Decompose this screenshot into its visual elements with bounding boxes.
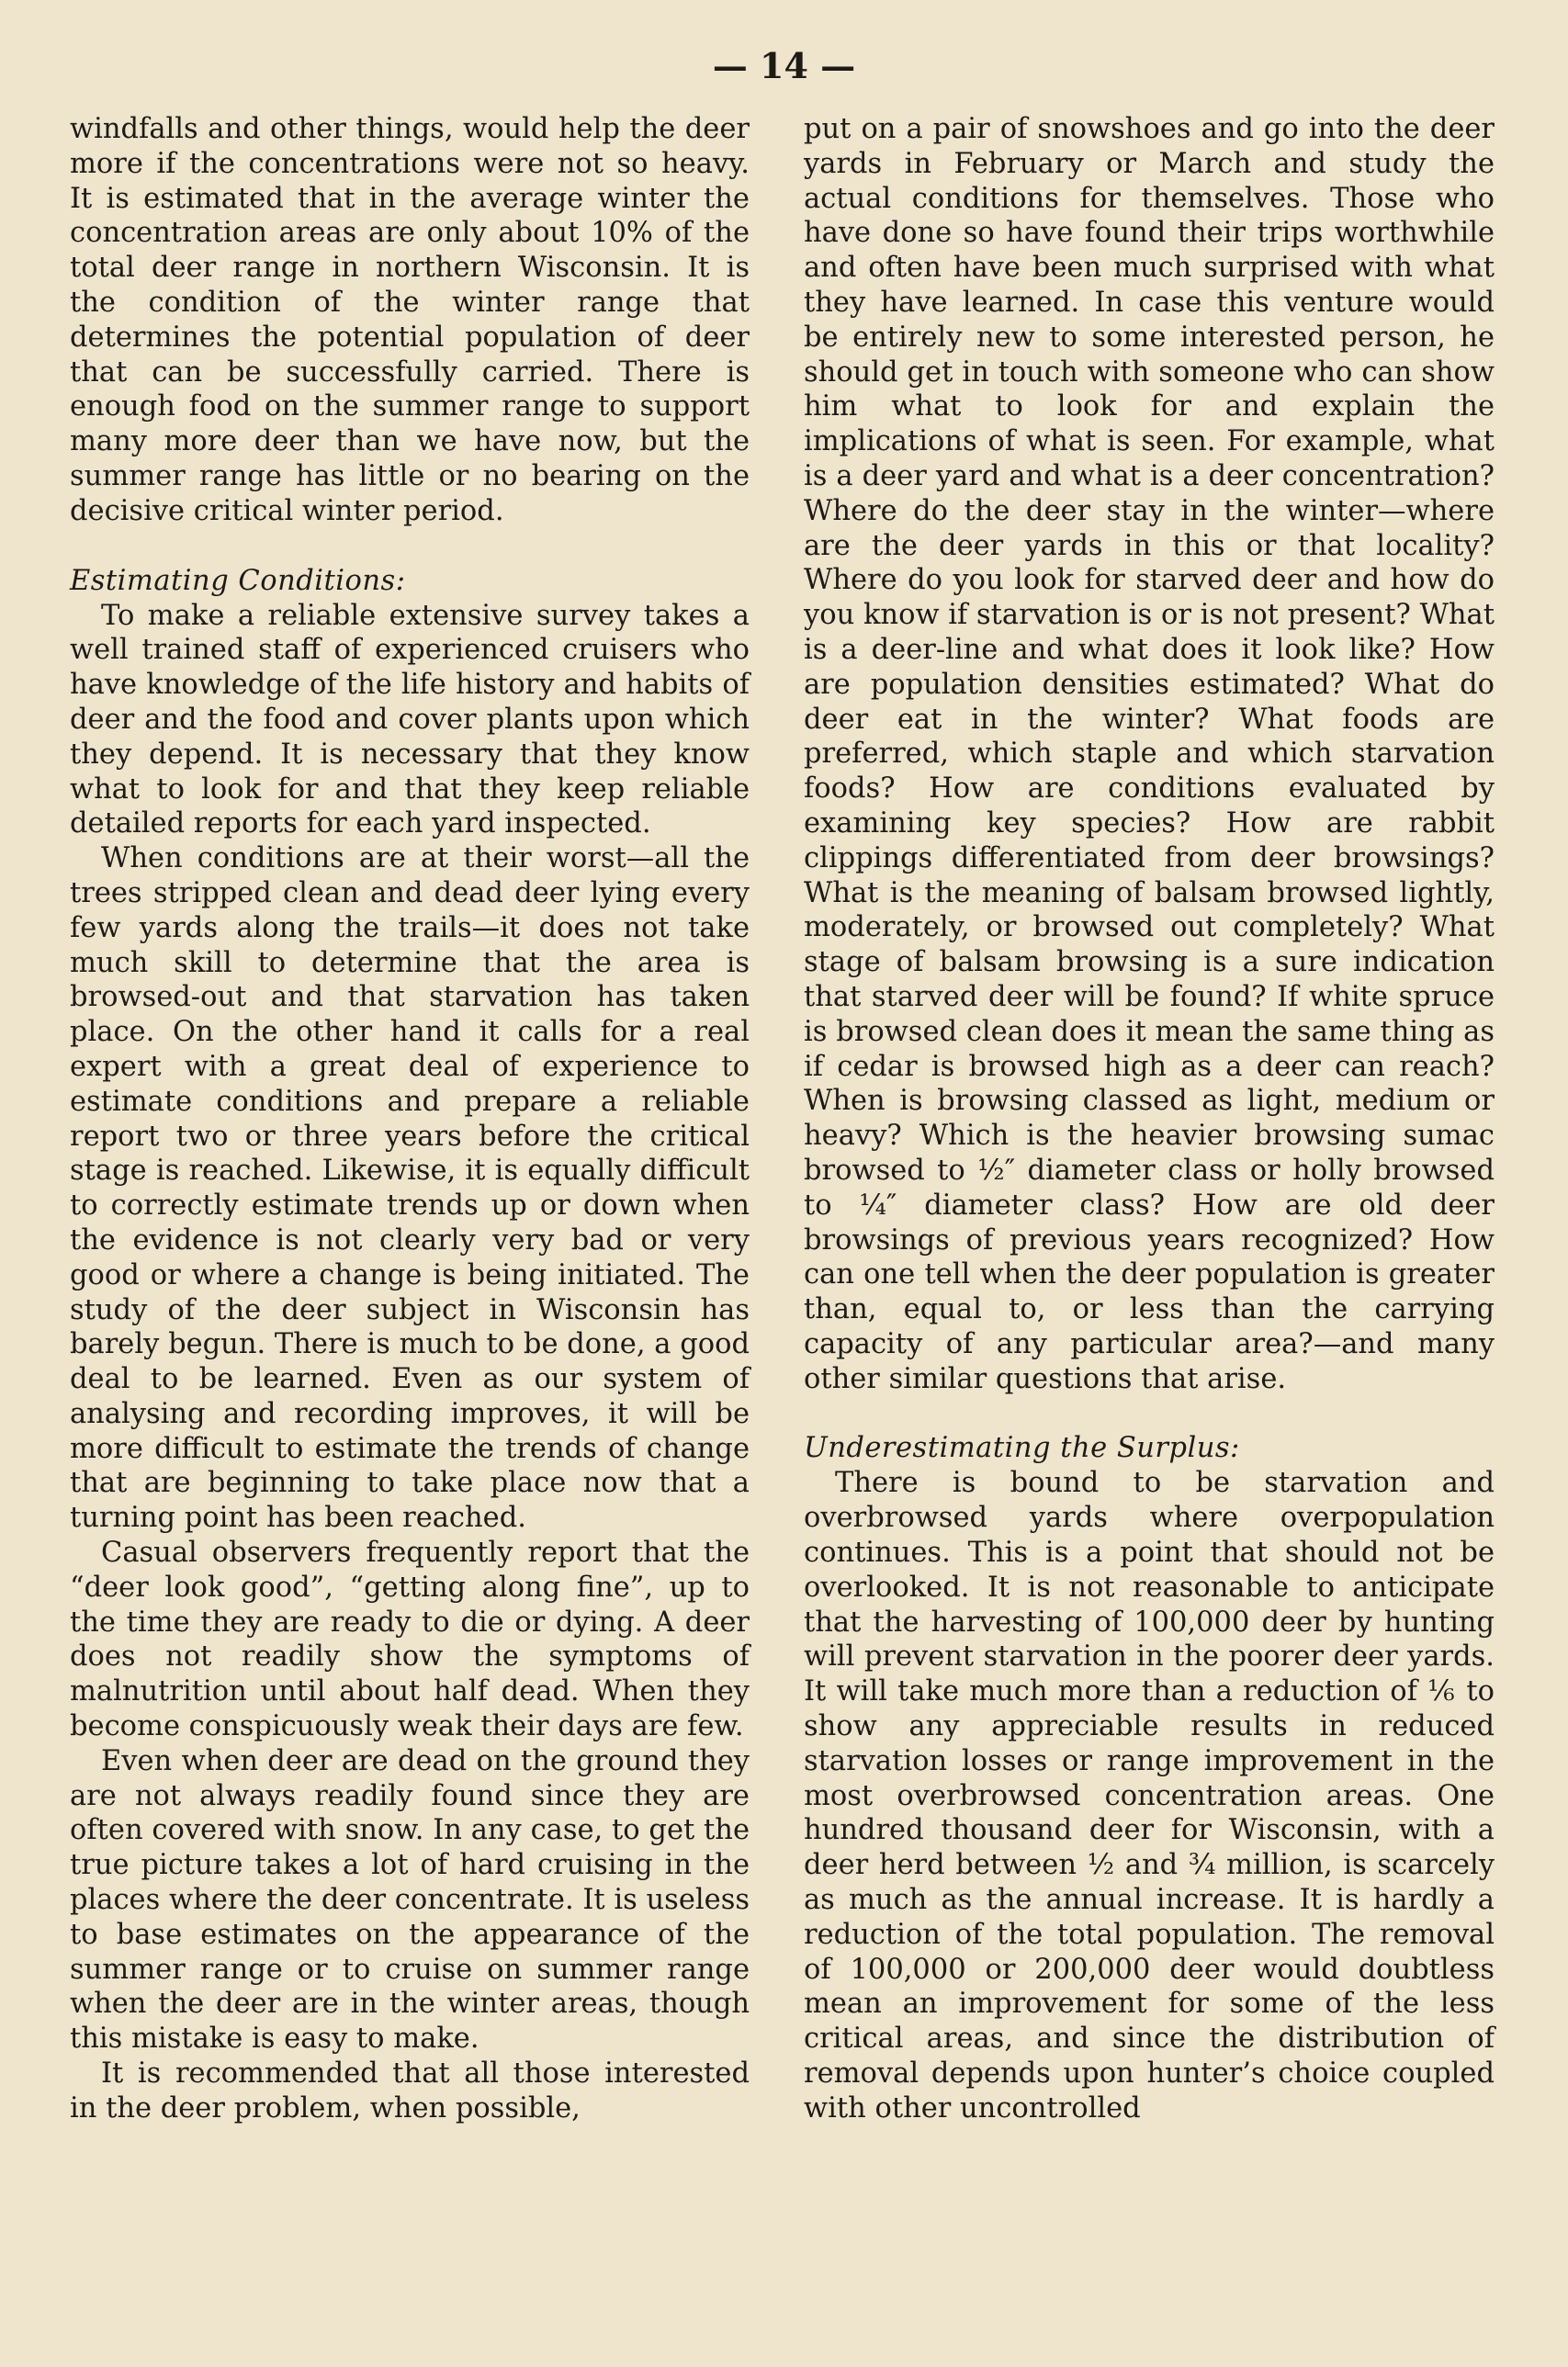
section-heading-estimating-conditions: Estimating Conditions: bbox=[70, 564, 406, 597]
left-paragraph-4: Casual observers frequently report that the “deer look good”, “getting along fine”, up to the time they are ready to die or dying. A deer does not readily show the symptoms of malnutrition until about half dead. When they become conspicuously weak their days are few. bbox=[70, 1537, 750, 1743]
left-paragraph-1: windfalls and other things, would help the deer more if the concentrations were not so heavy. It is estimated that in the average winter the concentration areas are only about 10% of the total deer range in northern Wisconsin. It is the condition of the winter range that determines the potential population of deer that can be successfully carried. There is enough food on the summer range to support many more deer than we have now, but the summer range has little or no bearing on the decisive critical winter period. bbox=[70, 113, 750, 527]
right-paragraph-1: put on a pair of snowshoes and go into the deer yards in February or March and study the actual conditions for themselves. Those who have done so have found their trips worthwhile and often have been much surprised with what they have learned. In case this venture would be entirely new to some interested person, he should get in touch with someone who can show him what to look for and explain the implications of what is seen. For example, what is a deer yard and what is a deer concentration? Where do the deer stay in the winter—where are the deer yards in this or that locality? Where do you look for starved deer and how do you know if starvation is or is not present? What is a deer-line and what does it look like? How are population densities estimated? What do deer eat in the winter? What foods are preferred, which staple and which starvation foods? How are conditions evaluated by examining key species? How are rabbit clippings differentiated from deer browsings? What is the meaning of balsam browsed lightly, moderately, or browsed out completely? What stage of balsam browsing is a sure indication that starved deer will be found? If white spruce is browsed clean does it mean the same thing as if cedar is browsed high as a deer can reach? When is browsing classed as light, medium or heavy? Which is the heavier browsing sumac browsed to ½″ diameter class or holly browsed to ¼″ diameter class? How are old deer browsings of previous years recognized? How can one tell when the deer population is greater than, equal to, or less than the carrying capacity of any particular area?—and many other similar questions that arise. bbox=[804, 113, 1495, 1395]
left-column bbox=[70, 112, 750, 2126]
page-number: — 14 — bbox=[712, 45, 856, 86]
section-heading-underestimating-surplus: Underestimating the Surplus: bbox=[804, 1432, 1240, 1465]
left-paragraph-5: Even when deer are dead on the ground they are not always readily found since they are often covered with snow. In any case, to get the true picture takes a lot of hard cruising in the places where the deer concentrate. It is useless to base estimates on the appearance of the summer range or to cruise on summer range when the deer are in the winter areas, though this mistake is easy to make. bbox=[70, 1744, 750, 2056]
right-column bbox=[804, 112, 1495, 2126]
left-paragraph-3: When conditions are at their worst—all the trees stripped clean and dead deer lying every few yards along the trails—it does not take much skill to determine that the area is browsed-out and that starvation has taken place. On the other hand it calls for a real expert with a great deal of experience to estimate conditions and prepare a reliable report two or three years before the critical stage is reached. Likewise, it is equally difficult to correctly estimate trends up or down when the evidence is not clearly very bad or very good or where a change is being initiated. The study of the deer subject in Wisconsin has barely begun. There is much to be done, a good deal to be learned. Even as our system of analysing and recording improves, it will be more difficult to estimate the trends of change that are beginning to take place now that a turning point has been reached. bbox=[70, 842, 750, 1535]
left-paragraph-2: To make a reliable extensive survey takes a well trained staff of experienced cruisers who have knowledge of the life history and habits of deer and the food and cover plants upon which they depend. It is necessary that they know what to look for and that they keep reliable detailed reports for each yard inspected. bbox=[70, 599, 750, 840]
right-paragraph-2: There is bound to be starvation and overbrowsed yards where overpopulation continues. This is a point that should not be overlooked. It is not reasonable to anticipate that the harvesting of 100,000 deer by hunting will prevent starvation in the poorer deer yards. It will take much more than a reduction of ⅙ to show any appreciable results in reduced starvation losses or range improvement in the most overbrowsed concentration areas. One hundred thousand deer for Wisconsin, with a deer herd between ½ and ¾ million, is scarcely as much as the annual increase. It is hardly a reduction of the total population. The removal of 100,000 or 200,000 deer would doubtless mean an improvement for some of the less critical areas, and since the distribution of removal depends upon hunter’s choice coupled with other uncontrolled bbox=[804, 1467, 1495, 2125]
left-paragraph-6: It is recommended that all those interested in the deer problem, when possible, bbox=[70, 2057, 750, 2125]
